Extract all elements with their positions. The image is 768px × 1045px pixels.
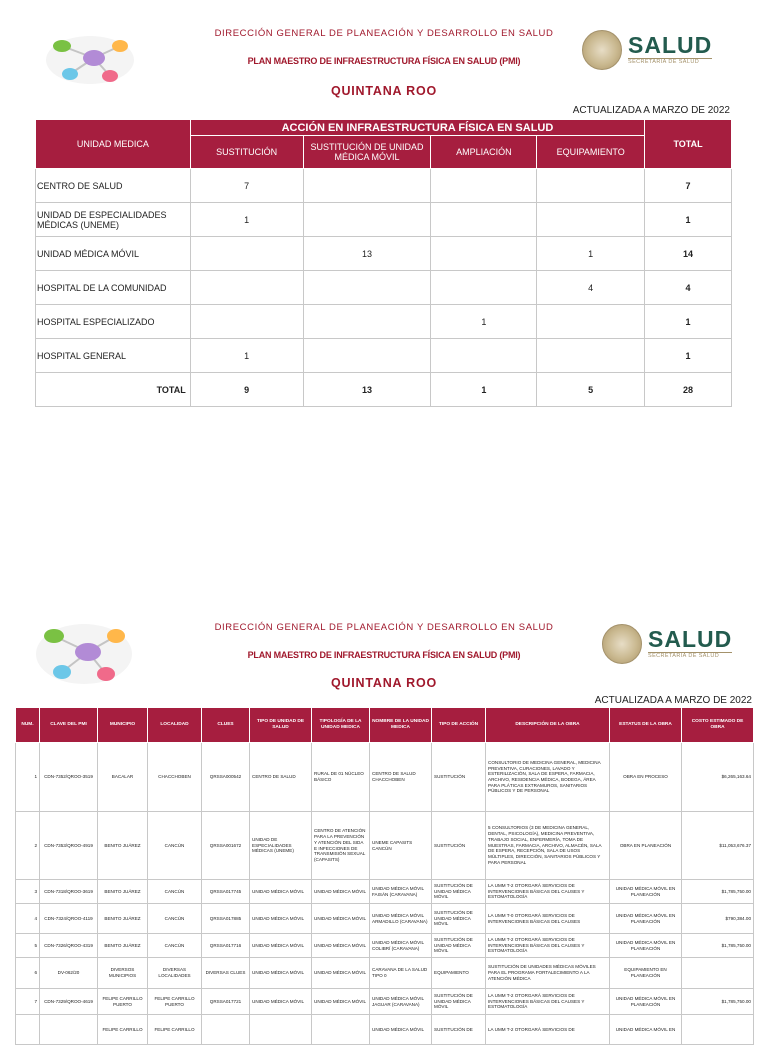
page-2: [0, 600, 768, 1032]
salud-logo: [582, 30, 712, 70]
detail-cell: QRSSA017721: [202, 989, 250, 1015]
summary-cell: 1: [431, 305, 537, 339]
summary-cell: [431, 203, 537, 237]
summary-row: [36, 169, 732, 203]
detail-cell: [250, 1015, 312, 1045]
detail-cell: SUSTITUCIÓN DE UNIDADES MÉDICAS MÓVILES PARA EL PROGRAMA FORTALECIMIENTO A LA ATENCIÓN MÉDICA: [486, 958, 610, 989]
detail-cell: [312, 1015, 370, 1045]
detail-cell: CANCÚN: [148, 934, 202, 958]
detail-col-header: TIPO DE ACCIÓN: [432, 708, 486, 743]
table-row: [16, 904, 754, 934]
detail-cell: UNIDAD MÉDICA MÓVIL: [312, 904, 370, 934]
detail-cell: CHACCHOBEN: [148, 743, 202, 812]
table-row: [16, 1015, 754, 1045]
detail-cell: UNIDAD MÉDICA MÓVIL EN PLANEACIÓN: [610, 880, 682, 904]
detail-cell: UNIDAD MÉDICA MÓVIL: [312, 989, 370, 1015]
detail-cell: SUSTITUCIÓN DE UNIDAD MÉDICA MÓVIL: [432, 989, 486, 1015]
detail-cell: UNIDAD MÉDICA MÓVIL: [250, 934, 312, 958]
col-header-equipamiento: EQUIPAMIENTO: [537, 136, 645, 169]
detail-cell: SUSTITUCIÓN DE: [432, 1015, 486, 1045]
detail-cell: EQUIPAMIENTO: [432, 958, 486, 989]
detail-cell: UNIDAD MÉDICA MÓVIL: [250, 880, 312, 904]
detail-cell: 3: [16, 880, 40, 904]
total-equipamiento: 5: [537, 373, 645, 407]
detail-cell: DIVERSAS LOCALIDADES: [148, 958, 202, 989]
table-row: [16, 880, 754, 904]
summary-cell: [190, 271, 303, 305]
summary-cell: 13: [303, 237, 431, 271]
detail-cell: [682, 958, 754, 989]
detail-cell: CDN-7353/QROO-4919: [40, 812, 98, 880]
total-sustitucion-umm: 13: [303, 373, 431, 407]
summary-row-total: 14: [645, 237, 732, 271]
summary-row-total: 1: [645, 339, 732, 373]
summary-cell: 1: [537, 237, 645, 271]
summary-cell: [431, 339, 537, 373]
detail-cell: $790,384.00: [682, 904, 754, 934]
detail-cell: [202, 1015, 250, 1045]
summary-cell: [431, 237, 537, 271]
detail-cell: QRSSA017716: [202, 934, 250, 958]
detail-cell: QRSSA001672: [202, 812, 250, 880]
detail-cell: LA UMM T-0 OTORGARÁ SERVICIOS DE INTERVENCIONES BÁSICAS DEL CAUSES: [486, 904, 610, 934]
detail-cell: UNIDAD MÉDICA MÓVIL: [370, 1015, 432, 1045]
summary-cell: [537, 305, 645, 339]
grand-total: 28: [645, 373, 732, 407]
summary-table: [35, 119, 732, 407]
table-row: [16, 812, 754, 880]
detail-col-header: CLUES: [202, 708, 250, 743]
detail-cell: CANCÚN: [148, 812, 202, 880]
detail-cell: [40, 1015, 98, 1045]
detail-cell: FELIPE CARRILLO: [148, 1015, 202, 1045]
header-directorate: DIRECCIÓN GENERAL DE PLANEACIÓN Y DESARROLLO EN SALUD: [214, 622, 554, 633]
summary-cell: 1: [190, 203, 303, 237]
col-header-sustitucion-umm: SUSTITUCIÓN DE UNIDAD MÉDICA MÓVIL: [303, 136, 431, 169]
summary-cell: [431, 271, 537, 305]
table-row: [16, 743, 754, 812]
detail-cell: 7: [16, 989, 40, 1015]
summary-row: [36, 271, 732, 305]
mexico-seal-icon: [582, 30, 622, 70]
salud-logo: [602, 624, 732, 664]
detail-cell: BENITO JUÁREZ: [98, 934, 148, 958]
summary-row: [36, 237, 732, 271]
summary-row: [36, 339, 732, 373]
col-header-sustitucion: SUSTITUCIÓN: [190, 136, 303, 169]
summary-cell: 1: [190, 339, 303, 373]
detail-cell: UNIDAD MÉDICA MÓVIL EN: [610, 1015, 682, 1045]
summary-unit: HOSPITAL ESPECIALIZADO: [36, 305, 191, 339]
detail-cell: 1: [16, 743, 40, 812]
summary-cell: [537, 203, 645, 237]
header-directorate: DIRECCIÓN GENERAL DE PLANEACIÓN Y DESARROLLO EN SALUD: [214, 28, 554, 39]
detail-col-header: TIPOLOGÍA DE LA UNIDAD MEDICA: [312, 708, 370, 743]
detail-cell: CONSULTORIO DE MEDICINA GENERAL, MEDICINA PREVENTIVA, CURACIONES, LAVADO Y ESTERILIZACIÓN, SALA DE ESPERA, FARMACIA, ARCHIVO, RESIDENCIA MÉDICA, BODEGA, ÁREA PARA PLÁTICAS EXTRAMUROS, SANITARIOS PÚBLICOS Y DE PERSONAL: [486, 743, 610, 812]
detail-cell: UNIDAD MÉDICA MÓVIL COLIBRÍ (CARAVANA): [370, 934, 432, 958]
detail-cell: $1,785,750.00: [682, 934, 754, 958]
header-state: QUINTANA ROO: [330, 676, 438, 690]
salud-logo-subtitle: SECRETARÍA DE SALUD: [628, 58, 712, 66]
detail-cell: LA UMM T-2 OTORGARÁ SERVICIOS DE INTERVENCIONES BÁSICAS DEL CAUSES Y ESTOMATOLOGÍA: [486, 880, 610, 904]
detail-cell: SUSTITUCIÓN: [432, 743, 486, 812]
detail-cell: $6,265,163.64: [682, 743, 754, 812]
detail-cell: BACALAR: [98, 743, 148, 812]
summary-cell: [303, 203, 431, 237]
detail-cell: DV-062/20: [40, 958, 98, 989]
detail-cell: FELIPE CARRILLO: [98, 1015, 148, 1045]
col-header-action-group: ACCIÓN EN INFRAESTRUCTURA FÍSICA EN SALUD: [190, 120, 644, 136]
summary-cell: 4: [537, 271, 645, 305]
detail-cell: QRSSA017745: [202, 880, 250, 904]
detail-cell: UNIDAD MÉDICA MÓVIL: [312, 958, 370, 989]
summary-row-total: 1: [645, 203, 732, 237]
summary-cell: 7: [190, 169, 303, 203]
detail-cell: FELIPE CARRILLO PUERTO: [98, 989, 148, 1015]
detail-col-header: ESTATUS DE LA OBRA: [610, 708, 682, 743]
detail-cell: CANCÚN: [148, 880, 202, 904]
summary-row-total: 1: [645, 305, 732, 339]
detail-cell: CARAVANA DE LA SALUD TIPO 0: [370, 958, 432, 989]
detail-cell: UNIDAD DE ESPECIALIDADES MÉDICAS (UNEME): [250, 812, 312, 880]
detail-cell: UNIDAD MÉDICA MÓVIL: [250, 958, 312, 989]
detail-col-header: NUM.: [16, 708, 40, 743]
detail-cell: UNIDAD MÉDICA MÓVIL JAGUAR (CARAVANA): [370, 989, 432, 1015]
detail-cell: UNIDAD MÉDICA MÓVIL EN PLANEACIÓN: [610, 934, 682, 958]
summary-cell: [303, 339, 431, 373]
detail-cell: UNIDAD MÉDICA MÓVIL: [250, 904, 312, 934]
summary-row-total: 7: [645, 169, 732, 203]
total-sustitucion: 9: [190, 373, 303, 407]
summary-cell: [431, 169, 537, 203]
salud-logo-subtitle: SECRETARÍA DE SALUD: [648, 652, 732, 660]
table-row: [16, 958, 754, 989]
detail-cell: 4: [16, 904, 40, 934]
detail-col-header: LOCALIDAD: [148, 708, 202, 743]
updated-date: ACTUALIZADA A MARZO DE 2022: [572, 105, 730, 116]
detail-cell: CDN-7326/QROO-4319: [40, 934, 98, 958]
col-header-ampliacion: AMPLIACIÓN: [431, 136, 537, 169]
detail-cell: OBRA EN PLANEACIÓN: [610, 812, 682, 880]
detail-cell: SUSTITUCIÓN: [432, 812, 486, 880]
detail-cell: 5 CONSULTORIOS (3 DE MEDICINA GENERAL, DENTAL, PSICOLOGÍA), MEDICINA PREVENTIVA, TRABAJO SOCIAL, ENFERMERÍA, TOMA DE MUESTRAS, FARMACIA, ARCHIVO, ALMACÉN, SALA DE ESPERA, RECEPCIÓN, SALA DE USOS MÚLTIPLES, DIRECCIÓN, SANITARIOS PÚBLICOS Y PARA PERSONAL: [486, 812, 610, 880]
detail-cell: LA UMM T-2 OTORGARÁ SERVICIOS DE: [486, 1015, 610, 1045]
detail-cell: CDN-7324/QROO-4119: [40, 904, 98, 934]
summary-unit: HOSPITAL DE LA COMUNIDAD: [36, 271, 191, 305]
header-state: QUINTANA ROO: [330, 84, 438, 98]
detail-cell: CDN-7329/QROO-4619: [40, 989, 98, 1015]
summary-cell: [303, 305, 431, 339]
detail-cell: OBRA EN PROCESO: [610, 743, 682, 812]
totals-label: TOTAL: [36, 373, 191, 407]
col-header-unit: UNIDAD MEDICA: [36, 120, 191, 169]
detail-cell: QRSSA000542: [202, 743, 250, 812]
detail-col-header: CLAVE DEL PMI: [40, 708, 98, 743]
detail-cell: 5: [16, 934, 40, 958]
detail-cell: $1,785,750.00: [682, 989, 754, 1015]
detail-cell: CANCÚN: [148, 904, 202, 934]
detail-cell: FELIPE CARRILLO PUERTO: [148, 989, 202, 1015]
summary-row-total: 4: [645, 271, 732, 305]
detail-cell: LA UMM T-2 OTORGARÁ SERVICIOS DE INTERVENCIONES BÁSICAS DEL CAUSES Y ESTOMATOLOGÍA: [486, 989, 610, 1015]
updated-date: ACTUALIZADA A MARZO DE 2022: [594, 695, 752, 706]
detail-cell: SUSTITUCIÓN DE UNIDAD MÉDICA MÓVIL: [432, 880, 486, 904]
detail-cell: SUSTITUCIÓN DE UNIDAD MÉDICA MÓVIL: [432, 934, 486, 958]
summary-cell: [190, 305, 303, 339]
detail-col-header: COSTO ESTIMADO DE OBRA: [682, 708, 754, 743]
detail-cell: UNIDAD MÉDICA MÓVIL: [312, 880, 370, 904]
summary-row: [36, 305, 732, 339]
detail-cell: QRSSA017885: [202, 904, 250, 934]
detail-cell: $11,053,676.37: [682, 812, 754, 880]
detail-table: [15, 707, 754, 1045]
summary-cell: [537, 169, 645, 203]
detail-cell: 2: [16, 812, 40, 880]
table-row: [16, 989, 754, 1015]
summary-unit: CENTRO DE SALUD: [36, 169, 191, 203]
summary-cell: [537, 339, 645, 373]
detail-cell: LA UMM T-2 OTORGARÁ SERVICIOS DE INTERVENCIONES BÁSICAS DEL CAUSES Y ESTOMATOLOGÍA: [486, 934, 610, 958]
detail-cell: $1,785,750.00: [682, 880, 754, 904]
detail-cell: UNIDAD MÉDICA MÓVIL EN PLANEACIÓN: [610, 989, 682, 1015]
salud-logo-word: SALUD: [648, 626, 733, 653]
detail-cell: UNIDAD MÉDICA MÓVIL: [312, 934, 370, 958]
summary-unit: HOSPITAL GENERAL: [36, 339, 191, 373]
detail-cell: SUSTITUCIÓN DE UNIDAD MÉDICA MÓVIL: [432, 904, 486, 934]
summary-unit: UNIDAD MÉDICA MÓVIL: [36, 237, 191, 271]
detail-cell: RURAL DE 01 NÚCLEO BÁSICO: [312, 743, 370, 812]
detail-col-header: TIPO DE UNIDAD DE SALUD: [250, 708, 312, 743]
detail-cell: 6: [16, 958, 40, 989]
detail-cell: DIVERSAS CLUES: [202, 958, 250, 989]
detail-cell: UNEME CAPASITS CANCÚN: [370, 812, 432, 880]
summary-row: [36, 203, 732, 237]
summary-unit: UNIDAD DE ESPECIALIDADES MÉDICAS (UNEME): [36, 203, 191, 237]
detail-cell: [16, 1015, 40, 1045]
detail-cell: BENITO JUÁREZ: [98, 880, 148, 904]
page-1: [0, 0, 768, 420]
detail-cell: CDN-7318/QROO-3619: [40, 880, 98, 904]
header-plan-title: PLAN MAESTRO DE INFRAESTRUCTURA FÍSICA EN SALUD (PMI): [247, 650, 521, 660]
detail-cell: UNIDAD MÉDICA MÓVIL: [250, 989, 312, 1015]
detail-cell: [682, 1015, 754, 1045]
col-header-total: TOTAL: [645, 120, 732, 169]
summary-cell: [303, 271, 431, 305]
detail-cell: DIVERSOS MUNICIPIOS: [98, 958, 148, 989]
detail-cell: UNIDAD MÉDICA MÓVIL EN PLANEACIÓN: [610, 904, 682, 934]
total-ampliacion: 1: [431, 373, 537, 407]
detail-cell: UNIDAD MÉDICA MÓVIL ARMADILLO (CARAVANA): [370, 904, 432, 934]
detail-cell: BENITO JUÁREZ: [98, 812, 148, 880]
detail-col-header: NOMBRE DE LA UNIDAD MEDICA: [370, 708, 432, 743]
detail-cell: CENTRO DE SALUD CHACCHOBEN: [370, 743, 432, 812]
detail-cell: CENTRO DE ATENCIÓN PARA LA PREVENCIÓN Y ATENCIÓN DEL SIDA E INFECCIONES DE TRANSMISIÓN SEXUAL (CAPASITS): [312, 812, 370, 880]
detail-cell: BENITO JUÁREZ: [98, 904, 148, 934]
summary-cell: [303, 169, 431, 203]
detail-cell: CENTRO DE SALUD: [250, 743, 312, 812]
mexico-seal-icon: [602, 624, 642, 664]
detail-col-header: DESCRIPCIÓN DE LA OBRA: [486, 708, 610, 743]
detail-col-header: MUNICIPIO: [98, 708, 148, 743]
header-plan-title: PLAN MAESTRO DE INFRAESTRUCTURA FÍSICA EN SALUD (PMI): [247, 56, 521, 66]
detail-cell: CDN-7352/QROO-3519: [40, 743, 98, 812]
detail-cell: EQUIPAMIENTO EN PLANEACIÓN: [610, 958, 682, 989]
summary-cell: [190, 237, 303, 271]
salud-logo-word: SALUD: [628, 32, 713, 59]
detail-cell: UNIDAD MÉDICA MÓVIL FAISÁN (CARAVANA): [370, 880, 432, 904]
table-row: [16, 934, 754, 958]
